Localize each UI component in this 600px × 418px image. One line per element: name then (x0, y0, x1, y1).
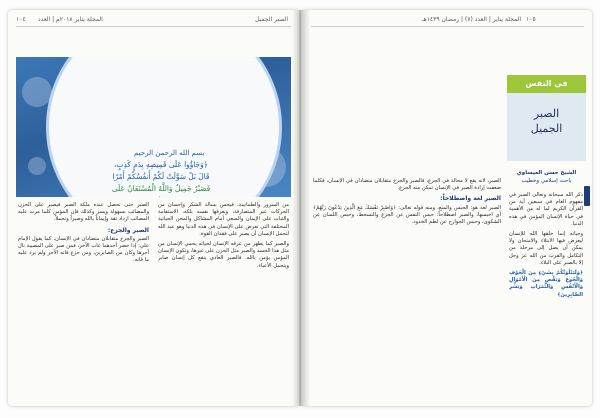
author-role: باحث إسلامي وخطيب (521, 177, 572, 184)
right-page-number: ١٠٥ (526, 16, 536, 23)
left-page (8, 10, 299, 406)
bokeh-light (28, 157, 46, 175)
right-issue-info: المجلة يناير | العدد (٧) | رمضان ١٤٣٩هـ (421, 16, 521, 23)
right-page-column-right (509, 192, 583, 400)
quran-verse (86, 159, 236, 197)
author-block (507, 170, 586, 185)
author-name: الشيخ حسن العيساوي (516, 170, 577, 176)
bismillah: بسم الله الرحمن الرحيم (134, 149, 205, 157)
paragraph: وحياته إنما خلقها الله للإنسان ليعرض فيها الابتلاء والامتحان ولا يمكن أن يصل إلى مرحلة من التكامل والقرب من الله عز وجل إلا بالصبر على البلاء. (509, 231, 583, 266)
verse-line (86, 195, 236, 197)
verse-line: ﴿وَجَاؤُوا عَلَى قَمِيصِهِ بِدَمٍ كَذِبٍ، (114, 160, 208, 169)
subheading: الصبر لغة واصطلاحاً: (440, 195, 501, 203)
right-page-column-left (313, 178, 501, 400)
paragraph: الصبر، لأنه يقع لا محالة في الجزع، فالصبر والجزع متقابلان متضادان في الإنسان، فكلما ضعفت إرادة الصبر في الإنسان تمكن منه الجزع. (313, 178, 501, 192)
column-ornament (584, 186, 590, 206)
quran-verse: ﴿وَلَنَبْلُوَنَّكُمْ بِشَيْءٍ مِنَ الْخَوْفِ وَالْجُوعِ وَنَقْصٍ مِنَ الْأَمْوَالِ وَالْأَنْفُسِ وَالثَّمَرَاتِ وَبَشِّرِ الصَّابِرِينَ﴾ (509, 270, 583, 298)
page-gutter (292, 10, 310, 406)
paragraph: الصبر لغة هو: الحبس والمنع، ومنه قوله تعالى: ﴿وَاصْبِرْ نَفْسَكَ مَعَ الَّذِينَ يَدْعُونَ رَبَّهُمْ﴾ أي احبسها، والصبر اصطلاحاً: حبس النفس عن الجزع والتسخط، وحبس اللسان عن الشكوى، وحبس الجوارح عن لطم الخدود. (313, 204, 501, 226)
paragraph: الصبر حتى تحصل عنده ملكة الصبر فيصبر على الحزن والمصائب بسهولة ويسر وكذلك فإن المؤمن كلما مرت عليه المصائب ازداد ثقة وإيماناً بالله وصبراً وتحملاً. (18, 202, 149, 223)
left-page-column-left (18, 202, 149, 400)
title-line: الصبر (533, 107, 560, 120)
verse-line: فَصَبْرٌ جَمِيلٌ وَاللَّهُ الْمُسْتَعَانُ عَلَى (111, 184, 211, 193)
paragraph: والصبر كما يظهر من عرفه الإنسان لحياته يحمي الإنسان من مثل هذا الحسد والصبر مثل الحزن على غيرها، وتكون الإنسان المؤمن يؤمن بالله. فالصبر العادي ينفع كل إنسان صابر ويتحمل الأعباء. (158, 241, 289, 269)
left-issue-info: المجلة يناير ٢٠١٨م | العدد (38, 16, 103, 23)
paragraph: الصبر والجزع متقابلان متضادان في الإنسان، كما يقول الإمام علي: إذا حضر أحدهما غاب الآخر، فمن صبر على المصيبة نال أجرها وكان من الصابرين، ومن جزع فاته الأجر ولم يرد عليه ما فاته. (18, 235, 149, 264)
verse-line: قَالَ بَلْ سَوَّلَتْ لَكُمْ أَنفُسُكُمْ أَمْرًا (112, 172, 210, 181)
title-line: الجميل (530, 122, 563, 135)
verse-card-image (16, 57, 291, 197)
left-page-number: ١٠٤ (16, 16, 26, 23)
left-page-column-right (158, 202, 289, 400)
right-page (301, 10, 592, 406)
section-band: في النفس (507, 75, 586, 93)
right-header-rule (311, 26, 584, 27)
left-header-rule (16, 26, 291, 27)
article-title (507, 106, 586, 136)
paragraph: ذكر الله سبحانه وتعالى الصبر في مفهوم العام في سبعين آية من القرآن الكريم لما له من الأهمية في حياة الإنسان المؤمن في هذه الدنيا. (509, 192, 583, 227)
subheading: الصبر والجزع: (107, 226, 149, 234)
paragraph: من السرور والطمأنينة، فيحس بسالة الشكر وإحسان من الحركات غير المتصارفة، ويعرفها نفسه بلكه، الاستقامة والثبات على الإيمان والسعي أمام المشاكل والمحن الحياتية المختلفة التي تعرض على الإنسان في هذه الدنيا وهو عبد الله لتحمل الإنسان أن يصبر على فقدان القوة. (158, 202, 289, 237)
left-running-title: الصبر الجميل (255, 16, 288, 23)
